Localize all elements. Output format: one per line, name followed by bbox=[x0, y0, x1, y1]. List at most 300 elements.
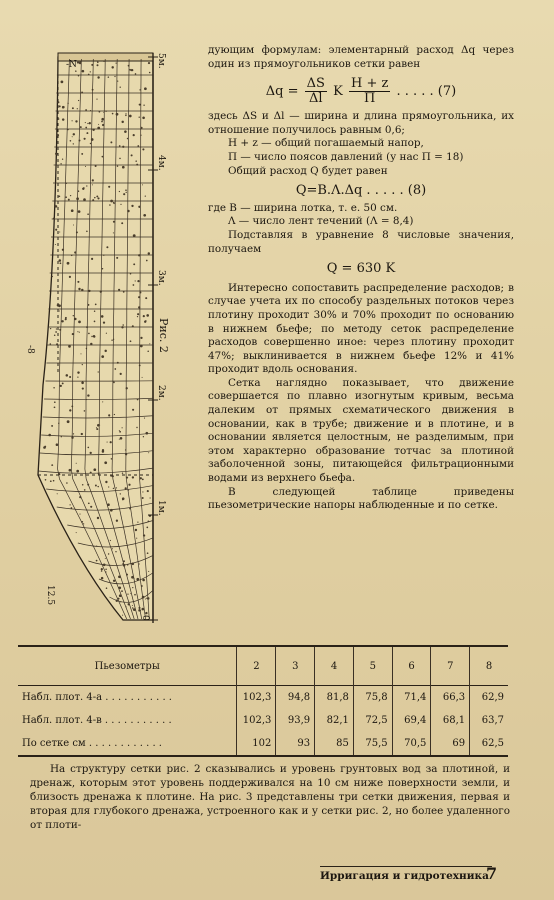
sand-dot bbox=[137, 313, 139, 315]
sand-dot bbox=[69, 276, 71, 278]
sand-dot bbox=[138, 296, 140, 298]
sand-dot bbox=[76, 532, 77, 533]
sand-dot bbox=[90, 71, 91, 72]
sand-dot bbox=[129, 508, 130, 509]
sand-dot bbox=[133, 234, 136, 237]
table-cell: 85 bbox=[315, 732, 354, 756]
sand-dot bbox=[56, 343, 58, 345]
table-col-header: 5 bbox=[353, 646, 392, 686]
sand-dot bbox=[69, 409, 71, 411]
sand-dot bbox=[107, 442, 108, 443]
sand-dot bbox=[51, 425, 53, 427]
row-label: Набл. плот. 4-а . . . . . . . . . . . bbox=[22, 692, 172, 703]
sand-dot bbox=[97, 517, 99, 519]
sand-dot bbox=[69, 504, 70, 505]
sand-dot bbox=[72, 107, 74, 109]
sand-dot bbox=[77, 281, 79, 283]
sand-dot bbox=[102, 401, 103, 402]
sand-dot bbox=[87, 394, 89, 396]
table-cell: 82,1 bbox=[315, 709, 354, 732]
sand-dot bbox=[131, 154, 133, 156]
sand-dot bbox=[127, 138, 129, 140]
sand-dot bbox=[127, 593, 128, 594]
paragraph-11: В следующей таблице приведены пьезометрические напоры наблюденные и по сетке. bbox=[208, 485, 514, 512]
sand-dot bbox=[82, 484, 84, 486]
sand-dot bbox=[85, 109, 87, 111]
sand-dot bbox=[150, 497, 151, 498]
sand-dot bbox=[81, 521, 83, 523]
sand-dot bbox=[60, 262, 62, 264]
sand-dot bbox=[144, 87, 147, 90]
sand-dot bbox=[120, 204, 121, 205]
sand-dot bbox=[77, 108, 78, 109]
sand-dot bbox=[77, 376, 78, 377]
sand-dot bbox=[81, 382, 84, 385]
sand-dot bbox=[71, 120, 72, 121]
marker-label-125: 12.5 bbox=[45, 585, 55, 606]
sand-dot bbox=[96, 560, 98, 562]
sand-dot bbox=[78, 321, 81, 324]
sand-dot bbox=[125, 449, 126, 450]
sand-dot bbox=[84, 138, 86, 140]
sand-dot bbox=[128, 603, 130, 605]
sand-dot bbox=[112, 113, 114, 115]
sand-dot bbox=[91, 336, 92, 337]
sand-dot bbox=[67, 103, 68, 104]
paragraph-3: H + z — общий погашаемый напор, bbox=[228, 137, 424, 150]
sand-dot bbox=[128, 65, 130, 67]
sand-dot bbox=[134, 594, 136, 596]
sand-dot bbox=[92, 184, 93, 185]
sand-dot bbox=[55, 244, 56, 245]
sand-dot bbox=[62, 249, 64, 251]
sand-dot bbox=[82, 70, 85, 73]
sand-dot bbox=[136, 538, 137, 539]
sand-dot bbox=[120, 373, 122, 375]
sand-dot bbox=[75, 120, 77, 122]
sand-dot bbox=[83, 523, 84, 524]
sand-dot bbox=[65, 196, 67, 198]
sand-dot bbox=[143, 104, 144, 105]
sand-dot bbox=[99, 111, 101, 113]
sand-dot bbox=[130, 593, 131, 594]
sand-dot bbox=[81, 433, 83, 435]
sand-dot bbox=[86, 399, 87, 400]
sand-dot bbox=[148, 571, 149, 572]
sand-dot bbox=[120, 601, 121, 602]
sand-dot bbox=[93, 336, 95, 338]
sand-dot bbox=[147, 552, 149, 554]
sand-dot bbox=[125, 189, 127, 191]
paragraph-10: Сетка наглядно показывает, что движение совершается по плавно изогнутым кривым, весьма далеким от прямых схематического движения в основании, как в трубе; движение и в плотине, и в основании является целостным, не разделимым, при этом характерно образование тотчас за плотиной заболоченной зоны, питающейся фильтрационными водами из верхнего бьефа. bbox=[208, 376, 514, 485]
sand-dot bbox=[100, 291, 102, 293]
sand-dot bbox=[112, 475, 114, 477]
sand-dot bbox=[93, 468, 96, 471]
sand-dot bbox=[144, 418, 145, 419]
sand-dot bbox=[124, 130, 127, 133]
sand-dot bbox=[112, 548, 113, 549]
sand-dot bbox=[105, 110, 106, 111]
sand-dot bbox=[87, 213, 89, 215]
sand-dot bbox=[148, 62, 150, 64]
sand-dot bbox=[140, 477, 142, 479]
sand-dot bbox=[145, 297, 147, 299]
sand-dot bbox=[101, 355, 104, 358]
sand-dot bbox=[62, 382, 64, 384]
sand-dot bbox=[133, 608, 136, 611]
paragraph-2: здесь ΔS и Δl — ширина и длина прямоугольника, их отношение получилось равным 0,6; bbox=[208, 110, 514, 136]
sand-dot bbox=[138, 306, 140, 308]
sand-dot bbox=[102, 268, 103, 269]
sand-dot bbox=[116, 113, 119, 116]
sand-dot bbox=[81, 153, 83, 155]
sand-dot bbox=[146, 432, 149, 435]
paragraph-8: Подставляя в уравнение 8 числовые значения, получаем bbox=[208, 228, 514, 255]
sand-dot bbox=[108, 414, 110, 416]
sand-dot bbox=[107, 503, 110, 506]
sand-dot bbox=[57, 101, 59, 103]
sand-dot bbox=[126, 543, 127, 544]
sand-dot bbox=[132, 476, 134, 478]
sand-dot bbox=[116, 487, 117, 488]
sand-dot bbox=[143, 214, 146, 217]
sand-dot bbox=[142, 377, 143, 378]
sand-dot bbox=[132, 587, 133, 588]
table-cell: 81,8 bbox=[315, 686, 354, 710]
sand-dot bbox=[79, 62, 82, 65]
seepage-net-drawing bbox=[18, 45, 198, 630]
sand-dot bbox=[148, 252, 150, 254]
table-row bbox=[18, 732, 508, 756]
table-header-label: Пьезометры bbox=[94, 660, 160, 672]
table-cell: 71,4 bbox=[392, 686, 431, 710]
sand-dot bbox=[77, 331, 78, 332]
sand-dot bbox=[136, 578, 139, 581]
sand-dot bbox=[80, 126, 82, 128]
sand-dot bbox=[73, 315, 74, 316]
sand-dot bbox=[110, 540, 111, 541]
table-cell: 72,5 bbox=[353, 709, 392, 732]
sand-dot bbox=[61, 436, 62, 437]
table-cell: 94,8 bbox=[276, 686, 315, 710]
paragraph-6: где B — ширина лотка, т. е. 50 см. bbox=[208, 201, 398, 214]
sand-dot bbox=[66, 482, 68, 484]
table-cell: 75,8 bbox=[353, 686, 392, 710]
sand-dot bbox=[55, 153, 58, 156]
sand-dot bbox=[125, 453, 127, 455]
sand-dot bbox=[139, 104, 141, 106]
paragraph-5: Общий расход Q будет равен bbox=[228, 164, 388, 177]
sand-dot bbox=[78, 190, 80, 192]
sand-dot bbox=[50, 328, 51, 329]
sand-dot bbox=[98, 473, 100, 475]
sand-dot bbox=[127, 210, 130, 213]
sand-dot bbox=[139, 563, 140, 564]
paragraph-9: Интересно сопоставить распределение расходов; в случае учета их по способу раздельных потоков через плотину проходит 30% и 70% проходит по основанию в нижнем бьефе; по методу сеток распределение расходов совершенно иное: через плотину проходит 47%; выклинивается в нижнем бьефе 12% и 41% проходит вдоль основания. bbox=[208, 281, 514, 376]
sand-dot bbox=[132, 605, 133, 606]
sand-dot bbox=[125, 487, 127, 489]
sand-dot bbox=[51, 464, 53, 466]
running-footer: Ирригация и гидротехника bbox=[320, 870, 489, 882]
table-cell: 70,5 bbox=[392, 732, 431, 756]
sand-dot bbox=[79, 514, 80, 515]
sand-dot bbox=[119, 587, 122, 590]
sand-dot bbox=[66, 183, 67, 184]
sand-dot bbox=[126, 574, 128, 576]
main-text-column bbox=[208, 44, 514, 513]
sand-dot bbox=[122, 473, 123, 474]
sand-dot bbox=[118, 289, 120, 291]
sand-dot bbox=[97, 486, 98, 487]
sand-dot bbox=[79, 140, 81, 142]
sand-dot bbox=[118, 575, 121, 578]
sand-dot bbox=[94, 321, 96, 323]
sand-dot bbox=[148, 452, 149, 453]
sand-dot bbox=[85, 127, 87, 129]
sand-dot bbox=[77, 62, 79, 64]
sand-dot bbox=[110, 441, 112, 443]
sand-dot bbox=[110, 509, 113, 512]
table-row bbox=[18, 709, 508, 732]
table-cell: 93,9 bbox=[276, 709, 315, 732]
sand-dot bbox=[130, 340, 132, 342]
sand-dot bbox=[105, 569, 107, 571]
sand-dot bbox=[116, 599, 118, 601]
sand-dot bbox=[126, 606, 127, 607]
sand-dot bbox=[126, 192, 127, 193]
sand-dot bbox=[59, 329, 61, 331]
table-cell: 62,5 bbox=[470, 732, 508, 756]
sand-dot bbox=[79, 496, 81, 498]
sand-dot bbox=[87, 123, 88, 124]
scale-label-3: 3м. bbox=[156, 270, 166, 286]
sand-dot bbox=[143, 534, 145, 536]
sand-dot bbox=[85, 122, 86, 123]
table-cell: 102 bbox=[237, 732, 276, 756]
piezometer-table bbox=[18, 645, 508, 757]
sand-dot bbox=[125, 115, 127, 117]
sand-dot bbox=[137, 521, 138, 522]
sand-dot bbox=[146, 598, 147, 599]
sand-dot bbox=[113, 339, 114, 340]
sand-dot bbox=[119, 439, 120, 440]
sand-dot bbox=[90, 110, 91, 111]
sand-dot bbox=[133, 284, 135, 286]
sand-dot bbox=[113, 232, 114, 233]
table-row bbox=[18, 686, 508, 710]
sand-dot bbox=[58, 423, 59, 424]
sand-dot bbox=[141, 608, 144, 611]
sand-dot bbox=[123, 560, 125, 562]
sand-dot bbox=[68, 345, 71, 348]
sand-dot bbox=[90, 343, 92, 345]
sand-dot bbox=[142, 184, 143, 185]
bottom-paragraph bbox=[30, 762, 510, 832]
sand-dot bbox=[94, 310, 95, 311]
sand-dot bbox=[129, 69, 131, 71]
sand-dot bbox=[106, 333, 107, 334]
sand-dot bbox=[71, 209, 74, 212]
sand-dot bbox=[61, 81, 64, 84]
sand-dot bbox=[92, 179, 94, 181]
sand-dot bbox=[74, 251, 76, 253]
sand-dot bbox=[119, 191, 120, 192]
scale-label-1: 1м. bbox=[156, 500, 166, 516]
sand-dot bbox=[56, 328, 57, 329]
table-cell: 63,7 bbox=[470, 709, 508, 732]
sand-dot bbox=[59, 259, 62, 262]
sand-dot bbox=[105, 558, 106, 559]
sand-dot bbox=[67, 262, 70, 265]
sand-dot bbox=[86, 326, 88, 328]
sand-dot bbox=[108, 186, 110, 188]
sand-dot bbox=[49, 343, 51, 345]
sand-dot bbox=[66, 374, 69, 377]
sand-dot bbox=[131, 69, 133, 71]
table-cell: 102,3 bbox=[237, 709, 276, 732]
sand-dot bbox=[137, 145, 139, 147]
sand-dot bbox=[81, 289, 83, 291]
sand-dot bbox=[105, 571, 106, 572]
sand-dot bbox=[95, 165, 97, 167]
sand-dot bbox=[56, 443, 59, 446]
paragraph-4: П — число поясов давлений (у нас П = 18) bbox=[228, 150, 464, 163]
sand-dot bbox=[55, 205, 58, 208]
sand-dot bbox=[73, 224, 74, 225]
table-col-header: 8 bbox=[470, 646, 508, 686]
sand-dot bbox=[122, 615, 123, 616]
sand-dot bbox=[55, 229, 57, 231]
scale-label-5: 5м. bbox=[156, 53, 166, 69]
sand-dot bbox=[61, 320, 63, 322]
sand-dot bbox=[117, 81, 118, 82]
sand-dot bbox=[71, 436, 73, 438]
sand-dot bbox=[138, 607, 140, 609]
sand-dot bbox=[59, 231, 60, 232]
sand-dot bbox=[121, 222, 123, 224]
formula-9: Q = 630 K bbox=[326, 261, 396, 277]
sand-dot bbox=[139, 364, 141, 366]
sand-dot bbox=[142, 596, 145, 599]
sand-dot bbox=[122, 497, 125, 500]
sand-dot bbox=[132, 563, 135, 566]
sand-dot bbox=[119, 158, 121, 160]
sand-dot bbox=[113, 382, 115, 384]
sand-dot bbox=[102, 449, 104, 451]
sand-dot bbox=[72, 136, 73, 137]
sand-dot bbox=[85, 166, 86, 167]
sand-dot bbox=[53, 387, 55, 389]
sand-dot bbox=[86, 132, 88, 134]
sand-dot bbox=[149, 343, 150, 344]
sand-dot bbox=[116, 63, 117, 64]
sand-dot bbox=[126, 387, 128, 389]
formula-8: Q=B.Λ.Δq . . . . . (8) bbox=[295, 183, 427, 199]
sand-dot bbox=[79, 332, 80, 333]
sand-dot bbox=[77, 371, 79, 373]
sand-dot bbox=[102, 124, 104, 126]
table-cell: 75,5 bbox=[353, 732, 392, 756]
sand-dot bbox=[81, 92, 83, 94]
sand-dot bbox=[48, 434, 51, 437]
table-col-header: 4 bbox=[315, 646, 354, 686]
scale-label-0: 0 bbox=[140, 615, 150, 621]
sand-dot bbox=[140, 134, 141, 135]
sand-dot bbox=[87, 447, 89, 449]
sand-dot bbox=[108, 553, 109, 554]
sand-dot bbox=[67, 129, 68, 130]
sand-dot bbox=[110, 200, 113, 203]
sand-dot bbox=[82, 364, 83, 365]
sand-dot bbox=[103, 112, 104, 113]
sand-dot bbox=[136, 427, 137, 428]
sand-dot bbox=[97, 62, 99, 64]
sand-dot bbox=[97, 64, 99, 66]
sand-dot bbox=[101, 118, 104, 121]
paragraph-7: Λ — число лент течений (Λ = 8,4) bbox=[228, 215, 414, 228]
sand-dot bbox=[137, 280, 139, 282]
sand-dot bbox=[142, 497, 144, 499]
scale-label-2: 2м. bbox=[156, 385, 166, 401]
sand-dot bbox=[119, 431, 121, 433]
sand-dot bbox=[114, 414, 115, 415]
sand-dot bbox=[72, 333, 74, 335]
sand-dot bbox=[140, 610, 141, 611]
sand-dot bbox=[113, 488, 114, 489]
sand-dot bbox=[121, 121, 123, 123]
sand-dot bbox=[92, 199, 94, 201]
sand-dot bbox=[122, 324, 124, 326]
sand-dot bbox=[44, 446, 46, 448]
sand-dot bbox=[105, 481, 107, 483]
sand-dot bbox=[76, 197, 79, 200]
page-number: 7 bbox=[486, 864, 498, 883]
sand-dot bbox=[87, 304, 89, 306]
sand-dot bbox=[120, 437, 123, 440]
sand-dot bbox=[143, 436, 144, 437]
sand-dot bbox=[132, 325, 134, 327]
sand-dot bbox=[106, 587, 108, 589]
figure-seepage-net bbox=[18, 45, 198, 630]
sand-dot bbox=[133, 263, 135, 265]
sand-dot bbox=[115, 551, 116, 552]
sand-dot bbox=[55, 331, 57, 333]
sand-dot bbox=[136, 164, 138, 166]
sand-dot bbox=[58, 473, 60, 475]
sand-dot bbox=[123, 193, 125, 195]
sand-dot bbox=[149, 72, 151, 74]
sand-dot bbox=[87, 484, 89, 486]
footer-rule bbox=[320, 866, 492, 867]
sand-dot bbox=[69, 376, 71, 378]
sand-dot bbox=[98, 371, 99, 372]
marker-label-8: -8 bbox=[25, 345, 35, 354]
sand-dot bbox=[104, 350, 106, 352]
sand-dot bbox=[146, 527, 148, 529]
sand-dot bbox=[86, 231, 88, 233]
sand-dot bbox=[88, 333, 90, 335]
sand-dot bbox=[97, 76, 99, 78]
sand-dot bbox=[119, 430, 120, 431]
table-cell: 62,9 bbox=[470, 686, 508, 710]
sand-dot bbox=[53, 480, 55, 482]
table-header-row bbox=[18, 646, 508, 686]
sand-dot bbox=[111, 339, 112, 340]
sand-dot bbox=[147, 490, 149, 492]
paragraph-1: дующим формулам: элементарный расход Δq через один из прямоугольников сетки равен bbox=[208, 44, 514, 70]
sand-dot bbox=[120, 493, 121, 494]
sand-dot bbox=[91, 64, 93, 66]
